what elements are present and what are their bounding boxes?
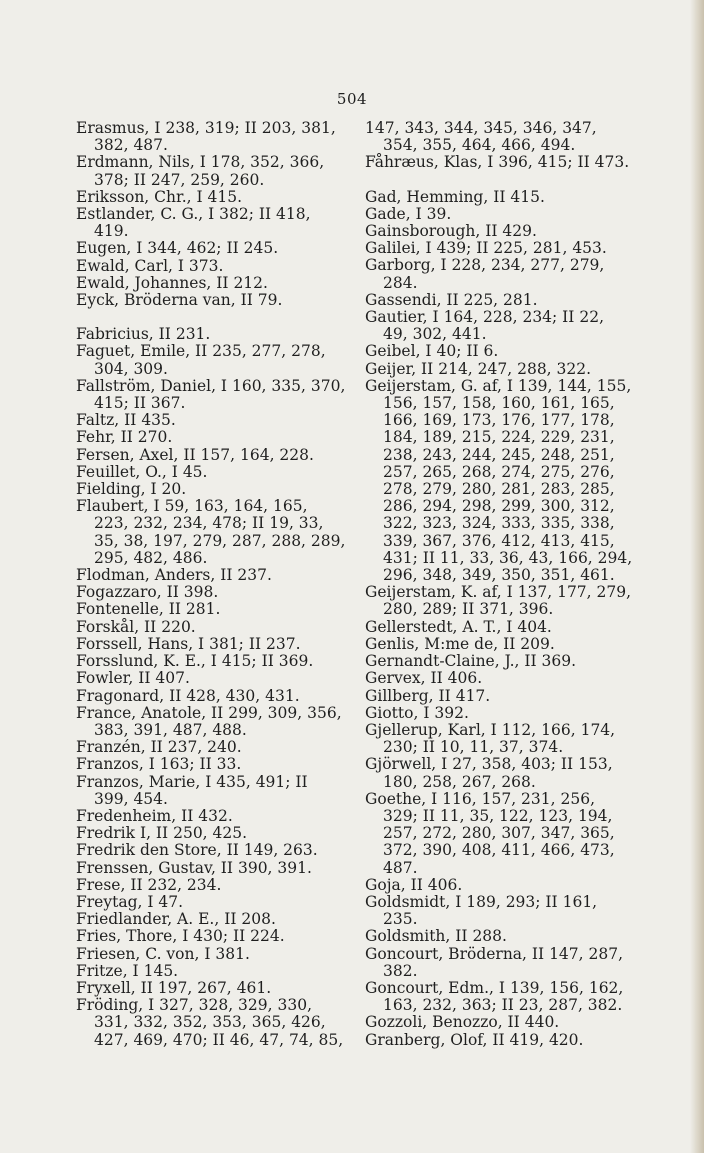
index-entry: Eyck, Bröderna van, II 79.	[76, 291, 283, 310]
index-entry: Goja, II 406.	[365, 875, 463, 894]
index-entry: Gillberg, II 417.	[365, 686, 491, 705]
index-entry: Ewald, Johannes, II 212.	[76, 273, 268, 292]
index-entry: Freytag, I 47.	[76, 892, 184, 911]
index-entry: Friedlander, A. E., II 208.	[76, 910, 276, 929]
page-edge	[690, 0, 704, 1153]
index-entry: Giotto, I 392.	[365, 703, 469, 722]
index-entry: Gautier, I 164, 228, 234; II 22, 49, 302, 441.	[365, 308, 605, 344]
index-entry: Franzén, II 237, 240.	[76, 738, 242, 757]
index-entry: Goncourt, Edm., I 139, 156, 162, 163, 232, 363; II 23, 287, 382.	[365, 978, 624, 1015]
index-entry: Goethe, I 116, 157, 231, 256, 329; II 11, 35, 122, 123, 194, 257, 272, 280, 307, 347, 365, 372, 390, 408, 411, 466, 473, 487.	[365, 789, 615, 877]
index-entry: Fries, Thore, I 430; II 224.	[76, 927, 285, 946]
index-column-right	[365, 120, 633, 1049]
index-entry: Fritze, I 145.	[76, 961, 179, 980]
index-entry: France, Anatole, II 299, 309, 356, 383, 391, 487, 488.	[76, 703, 342, 739]
index-entry: Estlander, C. G., I 382; II 418, 419.	[76, 205, 311, 241]
index-entry: Feuillet, O., I 45.	[76, 462, 208, 481]
index-column-left	[76, 120, 346, 1049]
index-entry: Fowler, II 407.	[76, 669, 190, 688]
index-entry: Gade, I 39.	[365, 204, 452, 223]
index-entry: Erdmann, Nils, I 178, 352, 366, 378; II 247, 259, 260.	[76, 153, 325, 189]
index-entry: Fielding, I 20.	[76, 480, 187, 499]
index-entry: Geijerstam, G. af, I 139, 144, 155, 156, 157, 158, 160, 161, 165, 166, 169, 173, 176, 177, 178, 184, 189, 215, 224, 229, 231, 238, 243, 244, 245, 248, 251, 257, 265, 268, 274, 275, 276, 278, 279, 280, 281, 283, 285, 286, 294, 298, 299, 300, 312, 322, 323, 324, 333, 335, 338, 339, 367, 376, 412, 413, 415, 431; II 11, 33, 36, 43, 166, 294, 296, 348, 349, 350, 351, 461.	[365, 376, 633, 585]
index-entry: Erasmus, I 238, 319; II 203, 381, 382, 487.	[76, 119, 336, 155]
index-entry: Fredrik I, II 250, 425.	[76, 824, 248, 843]
index-entry: Forssell, Hans, I 381; II 237.	[76, 634, 301, 653]
index-entry: Geijerstam, K. af, I 137, 177, 279, 280, 289; II 371, 396.	[365, 583, 632, 619]
index-entry: Eugen, I 344, 462; II 245.	[76, 239, 279, 258]
index-entry: Garborg, I 228, 234, 277, 279, 284.	[365, 256, 605, 292]
section-gap	[365, 172, 633, 189]
index-entry: Goncourt, Bröderna, II 147, 287, 382.	[365, 944, 624, 980]
index-entry: Goldsmith, II 288.	[365, 927, 507, 946]
index-entry: Fontenelle, II 281.	[76, 600, 221, 619]
index-entry: Fåhræus, Klas, I 396, 415; II 473.	[365, 153, 630, 172]
index-entry: Gainsborough, II 429.	[365, 222, 537, 241]
index-entry: Faguet, Emile, II 235, 277, 278, 304, 309.	[76, 342, 326, 378]
index-entry: Geijer, II 214, 247, 288, 322.	[365, 359, 592, 378]
index-entry: Frenssen, Gustav, II 390, 391.	[76, 858, 312, 877]
index-entry: Fersen, Axel, II 157, 164, 228.	[76, 445, 314, 464]
index-entry: Fragonard, II 428, 430, 431.	[76, 686, 300, 705]
index-entry: Forskål, II 220.	[76, 617, 196, 636]
index-entry: Eriksson, Chr., I 415.	[76, 187, 243, 206]
index-entry: Gervex, II 406.	[365, 669, 483, 688]
index-entry: Goldsmidt, I 189, 293; II 161, 235.	[365, 892, 598, 929]
index-entry: Genlis, M:me de, II 209.	[365, 634, 555, 653]
index-entry: Gassendi, II 225, 281.	[365, 290, 538, 309]
index-entry: Forsslund, K. E., I 415; II 369.	[76, 652, 314, 671]
index-entry: Flaubert, I 59, 163, 164, 165, 223, 232, 234, 478; II 19, 33, 35, 38, 197, 279, 287, 288, 289, 295, 482, 486.	[76, 497, 346, 567]
section-gap	[76, 309, 346, 326]
index-entry: Flodman, Anders, II 237.	[76, 566, 272, 585]
index-entry: Fehr, II 270.	[76, 428, 173, 447]
index-entry: Fredenheim, II 432.	[76, 806, 233, 825]
index-entry: Geibel, I 40; II 6.	[365, 342, 499, 361]
index-entry: Gad, Hemming, II 415.	[365, 187, 545, 206]
index-entry: Franzos, Marie, I 435, 491; II 399, 454.	[76, 772, 308, 808]
index-entry: Fabricius, II 231.	[76, 325, 211, 344]
index-entry: Frese, II 232, 234.	[76, 875, 222, 894]
index-entry: Fryxell, II 197, 267, 461.	[76, 978, 272, 997]
index-entry: Gellerstedt, A. T., I 404.	[365, 617, 552, 636]
index-entry: Friesen, C. von, I 381.	[76, 944, 250, 963]
index-entry: Gjellerup, Karl, I 112, 166, 174, 230; II 10, 11, 37, 374.	[365, 720, 616, 757]
index-entry: Fallström, Daniel, I 160, 335, 370, 415; II 367.	[76, 376, 346, 413]
index-entry: Galilei, I 439; II 225, 281, 453.	[365, 239, 607, 258]
index-entry: 147, 343, 344, 345, 346, 347, 354, 355, 464, 466, 494.	[365, 119, 597, 155]
index-entry: Gozzoli, Benozzo, II 440.	[365, 1013, 560, 1032]
index-entry: Fogazzaro, II 398.	[76, 583, 219, 602]
page-number: 504	[336, 90, 368, 108]
index-entry: Gernandt-Claine, J., II 369.	[365, 652, 577, 671]
index-entry: Ewald, Carl, I 373.	[76, 256, 224, 275]
index-entry: Faltz, II 435.	[76, 411, 176, 430]
index-entry: Fredrik den Store, II 149, 263.	[76, 841, 318, 860]
index-entry: Gjörwell, I 27, 358, 403; II 153, 180, 258, 267, 268.	[365, 755, 613, 791]
index-entry: Granberg, Olof, II 419, 420.	[365, 1030, 584, 1049]
index-entry: Fröding, I 327, 328, 329, 330, 331, 332, 352, 353, 365, 426, 427, 469, 470; II 46, 47, 74, 85,	[76, 996, 344, 1049]
index-entry: Franzos, I 163; II 33.	[76, 755, 242, 774]
